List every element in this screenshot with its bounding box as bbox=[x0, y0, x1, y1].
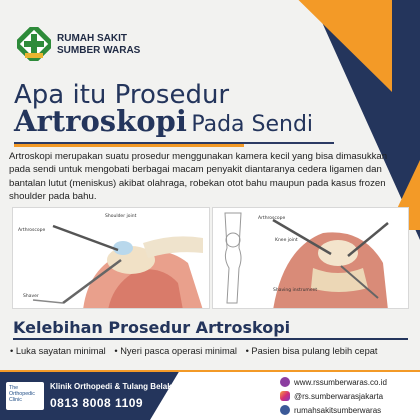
benefits-list bbox=[10, 346, 384, 356]
benefit-item: • Nyeri pasca operasi minimal bbox=[114, 346, 237, 356]
website-text[interactable]: www.rssumberwaras.co.id bbox=[294, 377, 387, 387]
knee-illustration-graphic bbox=[213, 208, 409, 309]
title-underline-accent bbox=[14, 144, 244, 147]
facebook-icon bbox=[280, 405, 290, 415]
orthopedic-clinic-logo-text bbox=[9, 385, 35, 404]
benefit-item: • Pasien bisa pulang lebih cepat bbox=[245, 346, 378, 356]
hospital-name-line2: SUMBER WARAS bbox=[57, 45, 141, 56]
facebook-contact[interactable] bbox=[280, 405, 381, 415]
label-shoulder-joint: Shoulder joint bbox=[105, 214, 137, 219]
globe-icon bbox=[280, 377, 290, 387]
instagram-icon bbox=[280, 391, 290, 401]
benefits-title: Kelebihan Prosedur Artroskopi bbox=[13, 318, 291, 337]
footer bbox=[0, 370, 420, 420]
benefits-underline bbox=[13, 338, 408, 340]
label-arthroscope-knee: Arthroscope bbox=[258, 216, 286, 221]
instagram-text[interactable]: @rs.sumberwarasjakarta bbox=[294, 391, 384, 401]
page-title-line1: Apa itu Prosedur bbox=[14, 80, 230, 110]
knee-arthroscopy-illustration bbox=[212, 207, 409, 309]
page-title-emphasis: Artroskopi bbox=[14, 104, 187, 138]
page-title-rest: Pada Sendi bbox=[191, 112, 314, 137]
footer-top-border bbox=[0, 370, 420, 372]
facebook-text[interactable]: rumahsakitsumberwaras bbox=[294, 405, 382, 415]
description-text: Artroskopi merupakan suatu prosedur menggunakan kamera kecil yang bisa dimasukkan pada sendi untuk mengobati berbagai macam penyakit diantaranya cedera ligamen dan bantalan lutut (meniskus) akibat olahraga, robekan otot bahu maupun pada kasus frozen shoulder pada bahu. bbox=[9, 151, 388, 202]
hospital-name bbox=[57, 33, 140, 57]
hospital-name-line1: RUMAH SAKIT bbox=[57, 33, 127, 44]
instagram-contact[interactable] bbox=[280, 391, 383, 401]
label-shaving-instrument: Shaving instrument bbox=[273, 288, 318, 293]
footer-navy-wedge bbox=[150, 370, 180, 420]
shoulder-illustration-graphic bbox=[13, 208, 210, 309]
hospital-logo-icon bbox=[17, 27, 51, 61]
clinic-phone[interactable]: 0813 8008 1109 bbox=[50, 396, 144, 410]
website-contact[interactable] bbox=[280, 377, 387, 387]
logo-line2: Orthopedic bbox=[9, 391, 35, 398]
label-knee-joint: Knee joint bbox=[275, 238, 298, 243]
label-arthroscope: Arthroscope bbox=[18, 228, 46, 233]
benefit-item: • Luka sayatan minimal bbox=[10, 346, 106, 356]
logo-line3: Clinic bbox=[9, 397, 22, 404]
label-shaver: Shaver bbox=[23, 294, 39, 299]
page-title-line2 bbox=[14, 104, 313, 138]
shoulder-arthroscopy-illustration bbox=[12, 207, 210, 309]
clinic-name: Klinik Orthopedi & Tulang Belakang (SPINE) bbox=[50, 382, 218, 391]
logo-line1: The bbox=[9, 385, 19, 391]
